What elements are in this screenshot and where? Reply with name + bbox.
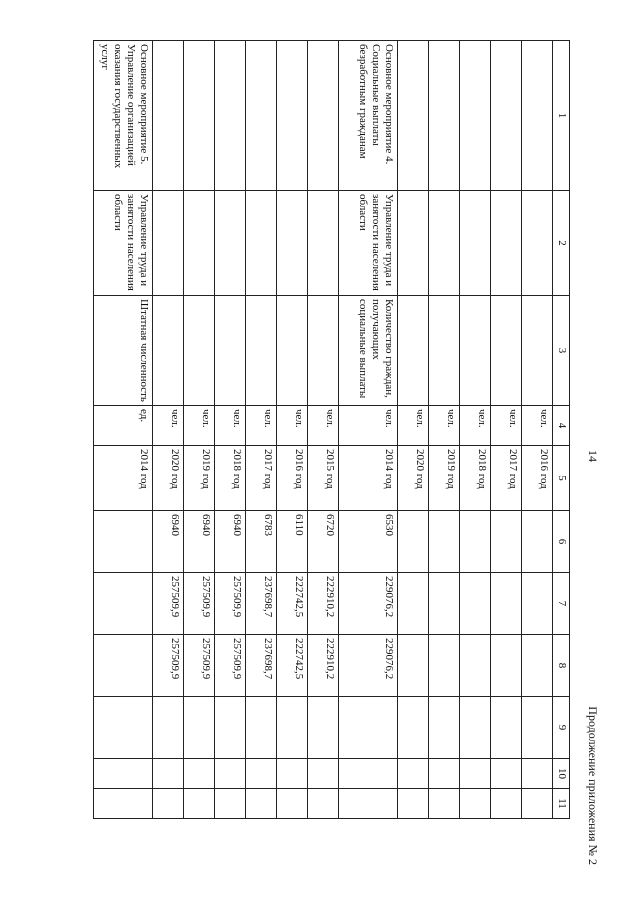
table-cell xyxy=(398,191,429,296)
table-cell: 6720 xyxy=(308,511,339,573)
table-cell xyxy=(184,789,215,819)
table-cell xyxy=(246,697,277,759)
table-cell xyxy=(460,573,491,635)
table-cell xyxy=(491,697,522,759)
table-cell xyxy=(491,511,522,573)
table-cell: 2016 год xyxy=(522,446,553,511)
table-cell: чел. xyxy=(398,406,429,446)
table-cell: 2018 год xyxy=(215,446,246,511)
table-cell: 2019 год xyxy=(184,446,215,511)
table-cell: 2020 год xyxy=(398,446,429,511)
table-row xyxy=(491,41,522,819)
table-cell xyxy=(94,789,153,819)
table-cell: 2018 год xyxy=(460,446,491,511)
table-cell xyxy=(522,511,553,573)
table-cell: 6940 xyxy=(153,511,184,573)
table-cell xyxy=(429,573,460,635)
table-cell xyxy=(460,191,491,296)
table-cell xyxy=(246,759,277,789)
table-cell xyxy=(460,789,491,819)
table-cell: 257509,9 xyxy=(153,635,184,697)
table-cell xyxy=(215,759,246,789)
table-cell xyxy=(277,697,308,759)
table-cell: 2020 год xyxy=(153,446,184,511)
table-row xyxy=(215,41,246,819)
table-cell xyxy=(429,296,460,406)
column-header: 4 xyxy=(553,406,570,446)
table-cell: 222742,5 xyxy=(277,635,308,697)
table-cell: чел. xyxy=(460,406,491,446)
table-cell xyxy=(277,296,308,406)
table-cell xyxy=(153,191,184,296)
data-table xyxy=(93,40,570,819)
table-cell: 257509,9 xyxy=(184,635,215,697)
table-row xyxy=(308,41,339,819)
table-cell xyxy=(398,789,429,819)
table-cell: ед. xyxy=(94,406,153,446)
table-cell: 237698,7 xyxy=(246,635,277,697)
table-cell: 6783 xyxy=(246,511,277,573)
table-cell xyxy=(308,296,339,406)
table-cell xyxy=(215,789,246,819)
table-cell xyxy=(398,759,429,789)
table-cell xyxy=(429,191,460,296)
table-cell: чел. xyxy=(215,406,246,446)
table-cell xyxy=(153,41,184,191)
table-cell: чел. xyxy=(429,406,460,446)
table-cell xyxy=(491,789,522,819)
table-cell xyxy=(184,759,215,789)
table-cell xyxy=(277,41,308,191)
table-cell: Основное мероприятие 4. Социальные выплаты безработным гражданам xyxy=(339,41,398,191)
table-cell: чел. xyxy=(184,406,215,446)
table-cell xyxy=(94,511,153,573)
table-cell xyxy=(277,759,308,789)
table-cell: чел. xyxy=(277,406,308,446)
table-row xyxy=(184,41,215,819)
table-cell: Основное мероприятие 5. Управление организацией оказания государственных услуг xyxy=(94,41,153,191)
table-cell: 257509,9 xyxy=(184,573,215,635)
table-cell xyxy=(429,697,460,759)
table-cell xyxy=(215,191,246,296)
rotated-content xyxy=(40,40,600,885)
table-cell: Управление труда и занятости населения области xyxy=(339,191,398,296)
table-cell xyxy=(339,697,398,759)
table-cell xyxy=(246,789,277,819)
table-cell xyxy=(522,41,553,191)
table-cell: 6940 xyxy=(215,511,246,573)
table-cell: Управление труда и занятости населения области xyxy=(94,191,153,296)
table-cell: Штатная численность xyxy=(94,296,153,406)
table-cell xyxy=(308,191,339,296)
column-header: 10 xyxy=(553,759,570,789)
header-row xyxy=(553,41,570,819)
table-cell xyxy=(429,511,460,573)
table-cell: 229076,2 xyxy=(339,573,398,635)
column-header: 5 xyxy=(553,446,570,511)
table-cell xyxy=(246,296,277,406)
table-row xyxy=(522,41,553,819)
table-cell xyxy=(398,573,429,635)
table-cell xyxy=(277,191,308,296)
table-cell: чел. xyxy=(522,406,553,446)
table-cell xyxy=(522,296,553,406)
table-cell: 237698,7 xyxy=(246,573,277,635)
table-row xyxy=(246,41,277,819)
table-cell xyxy=(94,573,153,635)
table-cell xyxy=(94,635,153,697)
page-number: 14 xyxy=(586,450,600,462)
table-cell: 2017 год xyxy=(491,446,522,511)
table-cell xyxy=(308,697,339,759)
table-cell xyxy=(215,296,246,406)
table-cell xyxy=(491,191,522,296)
table-cell: 2014 год xyxy=(94,446,153,511)
table-cell: чел. xyxy=(153,406,184,446)
table-cell xyxy=(215,697,246,759)
table-cell xyxy=(153,759,184,789)
table-cell xyxy=(398,697,429,759)
table-cell xyxy=(246,41,277,191)
table-cell: 2014 год xyxy=(339,446,398,511)
table-cell xyxy=(246,191,277,296)
table-cell xyxy=(460,41,491,191)
table-cell xyxy=(460,511,491,573)
table-cell xyxy=(429,635,460,697)
table-cell xyxy=(215,41,246,191)
table-cell xyxy=(398,511,429,573)
table-row xyxy=(339,41,398,819)
table-cell xyxy=(339,789,398,819)
table-cell: 257509,9 xyxy=(215,573,246,635)
table-cell: 2019 год xyxy=(429,446,460,511)
table-cell: 2015 год xyxy=(308,446,339,511)
table-cell xyxy=(460,759,491,789)
table-cell xyxy=(153,789,184,819)
table-cell xyxy=(522,759,553,789)
table-cell: 257509,9 xyxy=(153,573,184,635)
table-cell: чел. xyxy=(308,406,339,446)
table-cell xyxy=(398,41,429,191)
table-cell xyxy=(491,41,522,191)
table-cell: 222910,2 xyxy=(308,573,339,635)
table-cell xyxy=(94,697,153,759)
column-header: 9 xyxy=(553,697,570,759)
table-cell xyxy=(339,759,398,789)
table-cell: чел. xyxy=(491,406,522,446)
table-cell xyxy=(522,789,553,819)
column-header: 11 xyxy=(553,789,570,819)
table-row xyxy=(153,41,184,819)
table-cell xyxy=(429,759,460,789)
table-cell xyxy=(398,635,429,697)
table-cell xyxy=(184,191,215,296)
table-cell xyxy=(308,789,339,819)
table-cell: 257509,9 xyxy=(215,635,246,697)
table-row xyxy=(277,41,308,819)
table-cell: 6940 xyxy=(184,511,215,573)
table-cell: чел. xyxy=(246,406,277,446)
table-cell xyxy=(429,789,460,819)
table-cell xyxy=(184,41,215,191)
table-row xyxy=(460,41,491,819)
table-cell xyxy=(153,296,184,406)
table-cell xyxy=(184,296,215,406)
table-cell xyxy=(398,296,429,406)
table-cell xyxy=(277,789,308,819)
table-cell xyxy=(429,41,460,191)
table-cell: 229076,2 xyxy=(339,635,398,697)
column-header: 3 xyxy=(553,296,570,406)
table-cell: Количество граждан, получающих социальные выплаты xyxy=(339,296,398,406)
table-cell xyxy=(308,759,339,789)
table-cell: 222910,2 xyxy=(308,635,339,697)
table-cell: чел. xyxy=(339,406,398,446)
table-cell xyxy=(522,191,553,296)
table-row xyxy=(429,41,460,819)
table-row xyxy=(94,41,153,819)
table-cell: 2016 год xyxy=(277,446,308,511)
table-cell: 2017 год xyxy=(246,446,277,511)
table-cell xyxy=(491,635,522,697)
table-cell xyxy=(460,635,491,697)
appendix-continuation-title: Продолжение приложения № 2 xyxy=(586,706,600,865)
table-cell xyxy=(460,296,491,406)
column-header: 1 xyxy=(553,41,570,191)
table-cell: 6530 xyxy=(339,511,398,573)
column-header: 8 xyxy=(553,635,570,697)
table-cell xyxy=(491,573,522,635)
column-header: 6 xyxy=(553,511,570,573)
table-row xyxy=(398,41,429,819)
table-cell xyxy=(491,759,522,789)
table-cell: 222742,5 xyxy=(277,573,308,635)
column-header: 2 xyxy=(553,191,570,296)
table-cell xyxy=(522,697,553,759)
column-header: 7 xyxy=(553,573,570,635)
table-cell xyxy=(522,635,553,697)
table-cell xyxy=(491,296,522,406)
table-cell xyxy=(184,697,215,759)
table-cell xyxy=(522,573,553,635)
table-cell xyxy=(460,697,491,759)
table-cell xyxy=(308,41,339,191)
table-cell: 6110 xyxy=(277,511,308,573)
table-cell xyxy=(153,697,184,759)
table-cell xyxy=(94,759,153,789)
